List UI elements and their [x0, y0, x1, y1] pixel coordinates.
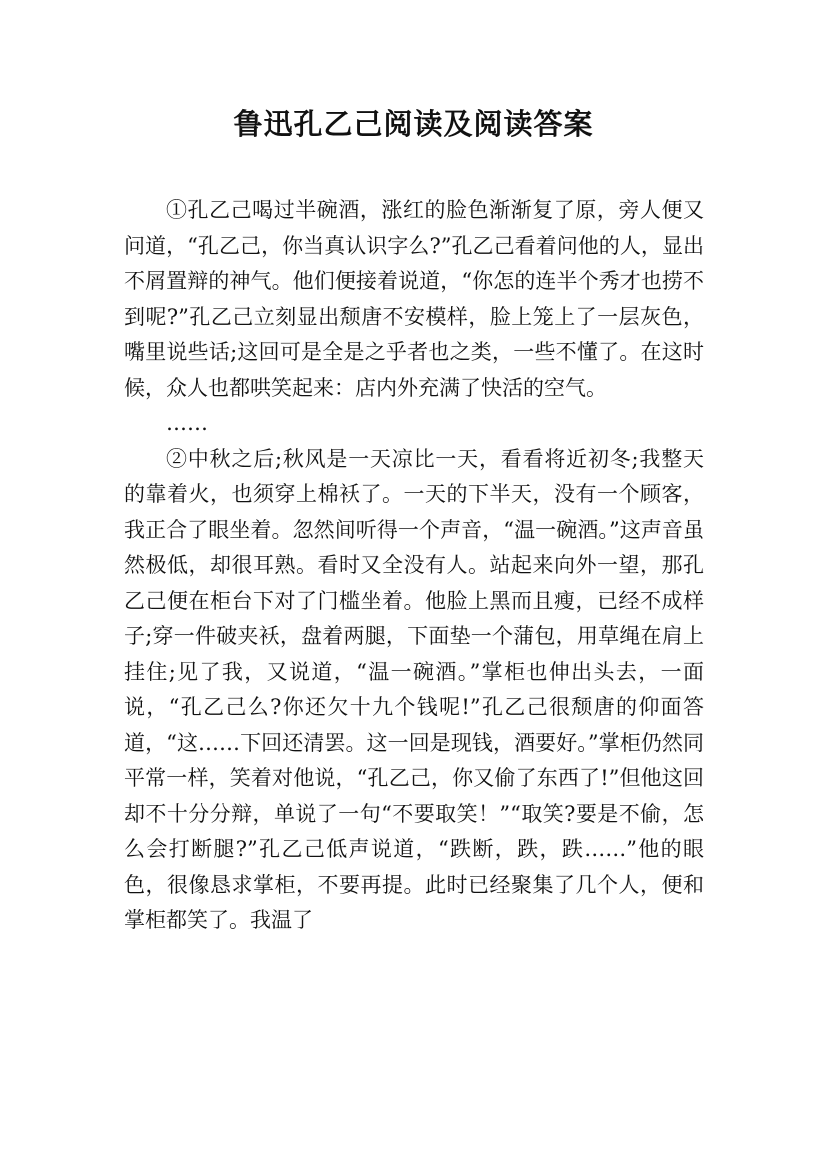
document-body	[124, 193, 704, 939]
document-title: 鲁迅孔乙己阅读及阅读答案	[233, 107, 594, 141]
paragraph-ellipsis: ……	[166, 411, 208, 435]
paragraph-2: ②中秋之后;秋风是一天凉比一天，看看将近初冬;我整天的靠着火，也须穿上棉袄了。一天的下半天，没有一个顾客，我正合了眼坐着。忽然间听得一个声音，“温一碗酒。”这声音虽然极低，却很耳熟。看时又全没有人。站起来向外一望，那孔乙己便在柜台下对了门槛坐着。他脸上黑而且瘦，已经不成样子;穿一件破夹袄，盘着两腿，下面垫一个蒲包，用草绳在肩上挂住;见了我，又说道，“温一碗酒。”掌柜也伸出头去，一面说，“孔乙己么?你还欠十九个钱呢!”孔乙己很颓唐的仰面答道，“这……下回还清罢。这一回是现钱，酒要好。”掌柜仍然同平常一样，笑着对他说，“孔乙己，你又偷了东西了!”但他这回却不十分分辩，单说了一句“不要取笑！”“取笑?要是不偷，怎么会打断腿?”孔乙己低声说道，“跌断，跌，跌……”他的眼色，很像恳求掌柜，不要再提。此时已经聚集了几个人，便和掌柜都笑了。我温了	[124, 446, 704, 932]
paragraph-1: ①孔乙己喝过半碗酒，涨红的脸色渐渐复了原，旁人便又问道，“孔乙己，你当真认识字么?”孔乙己看着问他的人，显出不屑置辩的神气。他们便接着说道，“你怎的连半个秀才也捞不到呢?”孔乙己立刻显出颓唐不安模样，脸上笼上了一层灰色，嘴里说些话;这回可是全是之乎者也之类，一些不懂了。在这时候，众人也都哄笑起来：店内外充满了快活的空气。	[124, 198, 704, 400]
